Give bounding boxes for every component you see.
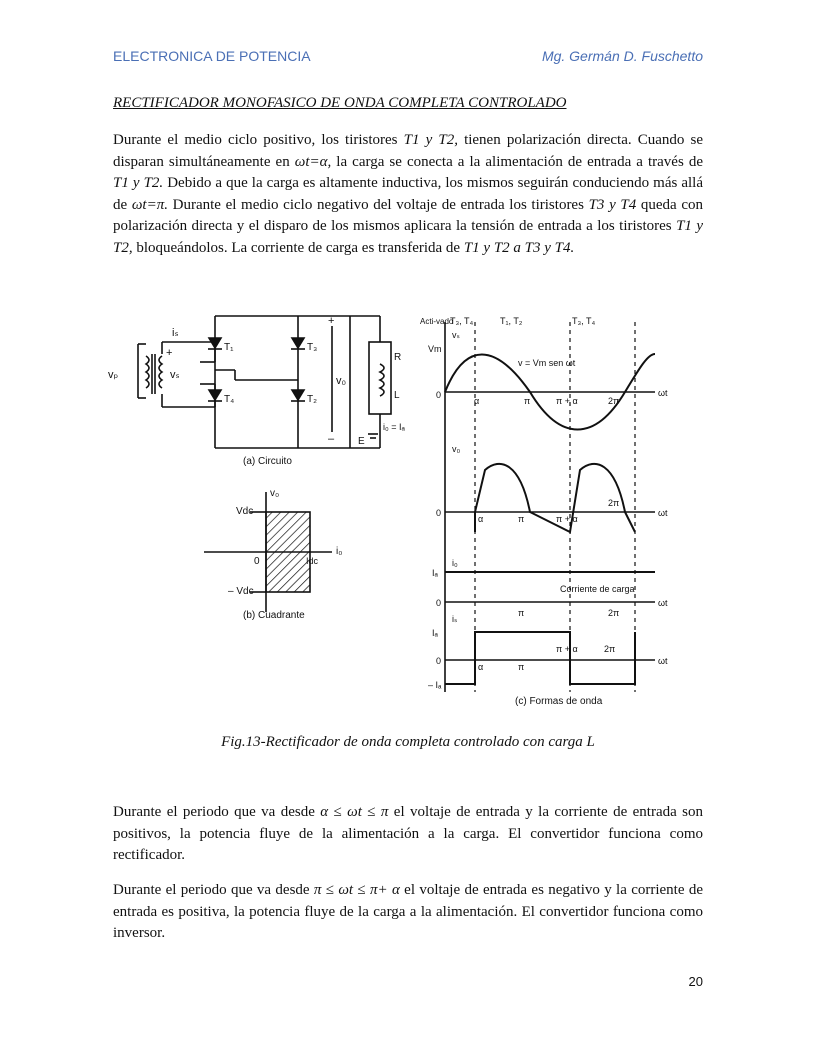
wave-ia-label-2: Iₐ (432, 628, 438, 638)
paragraph1-run-11: T1 y T2, (113, 218, 703, 256)
paragraph2-run-1: α ≤ ωt ≤ π (320, 804, 389, 820)
wave-activado-label: Acti-vado (420, 317, 454, 326)
wave-is-label: iₛ (452, 614, 458, 624)
wave-zero-2: 0 (436, 508, 442, 518)
wave-vo-label: v₀ (452, 444, 461, 454)
figure-caption: Fig.13-Rectificador de onda completa controlado con carga L (221, 734, 595, 750)
wave-alpha-1: α (474, 396, 480, 406)
wave-v-eq: v = Vm sen ωt (518, 358, 576, 368)
header-right: Mg. Germán D. Fuschetto (541, 48, 703, 64)
wave-pi-3: π (518, 608, 525, 618)
paragraph1-run-5: T1 y T2. (113, 175, 164, 191)
wave-2pi-1: 2π (608, 396, 620, 406)
circuit-l-label: L (394, 390, 400, 401)
circuit-t3-label: T₃ (307, 342, 318, 353)
wave-pi-4: π (518, 662, 525, 672)
paragraph1-run-7: ωt=π. (131, 196, 168, 213)
wave-t12: T₁, T₂ (500, 316, 523, 326)
circuit-plus-label: + (166, 347, 173, 359)
circuit-r-label: R (394, 352, 402, 363)
wave-ia-label: Iₐ (432, 568, 438, 578)
paragraph1-run-3: ωt=α, (294, 153, 332, 170)
quadrant-zero-label: 0 (254, 556, 260, 567)
wave-vm-label: Vm (428, 344, 442, 354)
quadrant-io-label: i₀ (336, 546, 343, 557)
wave-2pi-3: 2π (608, 608, 620, 618)
wave-2pi-4: 2π (604, 644, 616, 654)
circuit-vo-label: v₀ (336, 375, 347, 387)
circuit-out-minus: – (328, 433, 335, 445)
wave-wt-4: ωt (658, 656, 668, 666)
paragraph1-run-8: Durante el medio ciclo negativo del voltaje de entrada los tiristores (167, 196, 589, 213)
wave-load-current: Corriente de carga (560, 584, 635, 594)
circuit-is-label: iₛ (172, 327, 179, 339)
wave-zero-3: 0 (436, 598, 442, 608)
circuit-e-label: E (358, 436, 365, 447)
wave-neg-ia-label: – Iₐ (428, 680, 442, 690)
paragraph1-run-10: queda con polarización directa y el disparo de los mismos aplicara la tensión de entrada a los tiristores (113, 196, 703, 234)
header-left: ELECTRONICA DE POTENCIA (113, 48, 311, 64)
wave-alpha-4: α (478, 662, 484, 672)
paragraph2-run-0: Durante el periodo que va desde (113, 804, 321, 820)
paragraph1-run-0: Durante el medio ciclo positivo, los tiristores (113, 132, 404, 148)
paragraph1-run-1: T1 y T2, (403, 132, 458, 148)
paragraph-3 (113, 880, 703, 945)
paragraph1-run-2: tienen polarización directa. Cuando se disparan simultáneamente en (113, 132, 703, 170)
circuit-t2-label: T₂ (307, 394, 317, 405)
wave-zero-1: 0 (436, 390, 442, 400)
paragraph1-run-13: T1 y T2 a T3 y T4. (463, 239, 575, 256)
wave-pi-1: π (524, 396, 531, 406)
figure-13 (100, 302, 680, 712)
wave-zero-4: 0 (436, 656, 442, 666)
paragraph2-run-2: el voltaje de entrada y la corriente de entrada son positivos, la potencia fluye de la alimentación a la carga. El convertidor funciona como rectificador. (113, 804, 703, 863)
circuit-io-label: i₀ = Iₐ (383, 422, 405, 432)
circuit-vs-label: vₛ (170, 369, 180, 381)
wave-t34-left: T₃, T₄ (450, 316, 474, 326)
quadrant-caption: (b) Cuadrante (243, 610, 305, 621)
quadrant-vo-label: v₀ (270, 488, 280, 499)
paragraph3-run-0: Durante el periodo que va desde (113, 882, 314, 898)
wave-pi-alpha-1: π + α (556, 396, 578, 406)
wave-wt-3: ωt (658, 598, 668, 608)
wave-alpha-2: α (478, 514, 484, 524)
section-title: RECTIFICADOR MONOFASICO DE ONDA COMPLETA CONTROLADO (113, 95, 567, 111)
paragraph3-run-1: π ≤ ωt ≤ π+ α (313, 882, 400, 898)
wave-wt-2: ωt (658, 508, 668, 518)
quadrant-idc-label: Idc (306, 556, 319, 566)
wave-t34-right: T₃, T₄ (572, 316, 596, 326)
circuit-vp-label: vₚ (108, 369, 119, 381)
paragraph1-run-12: bloqueándolos. La corriente de carga es transferida de (132, 239, 464, 256)
paragraph1-run-9: T3 y T4 (588, 196, 637, 213)
circuit-t1-label: T₁ (224, 342, 234, 353)
wave-pi-2: π (518, 514, 525, 524)
wave-pi-alpha-2: π + α (556, 514, 578, 524)
wave-2pi-2: 2π (608, 498, 620, 508)
quadrant-vdc-label: Vdc (236, 506, 254, 517)
paragraph-2 (113, 802, 703, 867)
wave-io-label: i₀ (452, 558, 458, 568)
paragraph1-run-4: la carga se conecta a la alimentación de entrada a través de (331, 153, 703, 170)
paragraph1-run-6: Debido a que la carga es altamente inductiva, los mismos seguirán conduciendo más allá de (113, 175, 704, 213)
paragraph-1 (113, 130, 703, 259)
circuit-t4-label: T₄ (224, 394, 235, 405)
waveforms-caption: (c) Formas de onda (515, 696, 603, 707)
paragraph3-run-2: el voltaje de entrada es negativo y la corriente de entrada es positiva, la potencia fluye de la carga a la alimentación. El convertidor funciona como inversor. (113, 882, 703, 941)
quadrant-neg-vdc-label: – Vdc (228, 586, 254, 597)
circuit-caption: (a) Circuito (243, 456, 292, 467)
page-number: 20 (688, 974, 703, 989)
wave-vs-label: vₛ (452, 330, 460, 340)
wave-pi-alpha-4: π + α (556, 644, 578, 654)
circuit-out-plus: + (328, 315, 335, 327)
wave-wt-1: ωt (658, 388, 668, 398)
